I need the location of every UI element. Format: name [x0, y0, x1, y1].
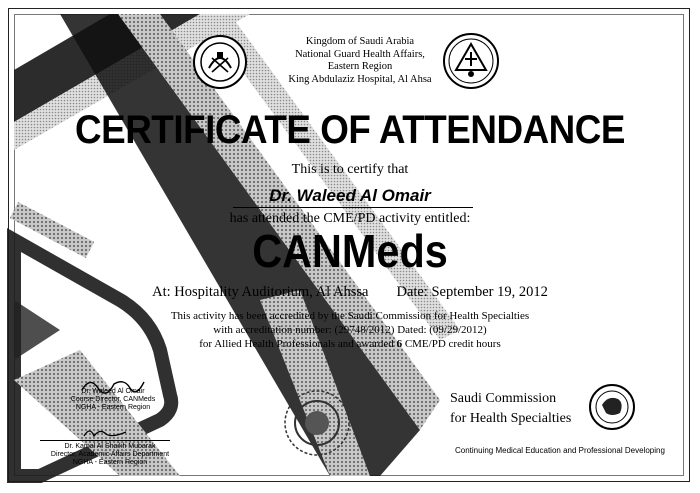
signatory-1-org: NGHA - Eastern Region [75, 404, 151, 411]
signatory-2-name: Dr. Kamal Al Shaikh Mubarak [64, 443, 156, 450]
commission-tagline: Continuing Medical Education and Professional Developing [455, 446, 665, 455]
signatory-2-role: Director, Academic Affairs Department [50, 451, 170, 458]
scfhs-logo [588, 383, 636, 431]
national-guard-logo [192, 34, 248, 90]
kingdom-line-1: Kingdom of Saudi Arabia [305, 36, 415, 47]
accreditation-line-1: This activity has been accredited by the Saudi Commission for Health Specialties [170, 310, 530, 322]
accreditation-line-3 [0, 338, 700, 350]
attended-text: has attended the CME/PD activity entitled: [229, 211, 471, 226]
recipient-name: Dr. Waleed Al Omair [269, 186, 431, 205]
center-seal [282, 388, 352, 458]
certify-text: This is to certify that [291, 162, 409, 177]
accreditation-line-3-post: CME/PD credit hours [404, 338, 501, 350]
certificate-title: CERTIFICATE OF ATTENDANCE [74, 108, 626, 152]
signatory-1-name: Dr. Waleed Al Omair [81, 388, 145, 395]
signatory-1-role: Course Director, CANMeds [70, 396, 156, 403]
activity-date: Date: September 19, 2012 [396, 284, 548, 300]
accreditation-line-3-pre: for Allied Health Professionals and awarded [199, 338, 394, 350]
commission-name-line-2: for Health Specialties [450, 411, 572, 426]
accreditation-line-2: with accreditation number: (29748/2012) Dated: (09/29/2012) [213, 324, 487, 336]
signatory-2-org: NGHA - Eastern Region [72, 459, 148, 466]
credit-hours: 6 [396, 338, 403, 350]
commission-name-line-1: Saudi Commission [450, 391, 557, 406]
venue-date-line [0, 284, 700, 301]
venue: At: Hospitality Auditorium, Al Ahssa [152, 284, 369, 300]
signature-2-line [40, 440, 170, 441]
kingdom-line-4: King Abdulaziz Hospital, Al Ahsa [288, 73, 432, 85]
kingdom-line-3: Eastern Region [327, 61, 393, 72]
activity-name: CANMeds [252, 225, 448, 277]
name-underline [233, 207, 473, 208]
kingdom-line-2: National Guard Health Affairs, [295, 48, 425, 60]
